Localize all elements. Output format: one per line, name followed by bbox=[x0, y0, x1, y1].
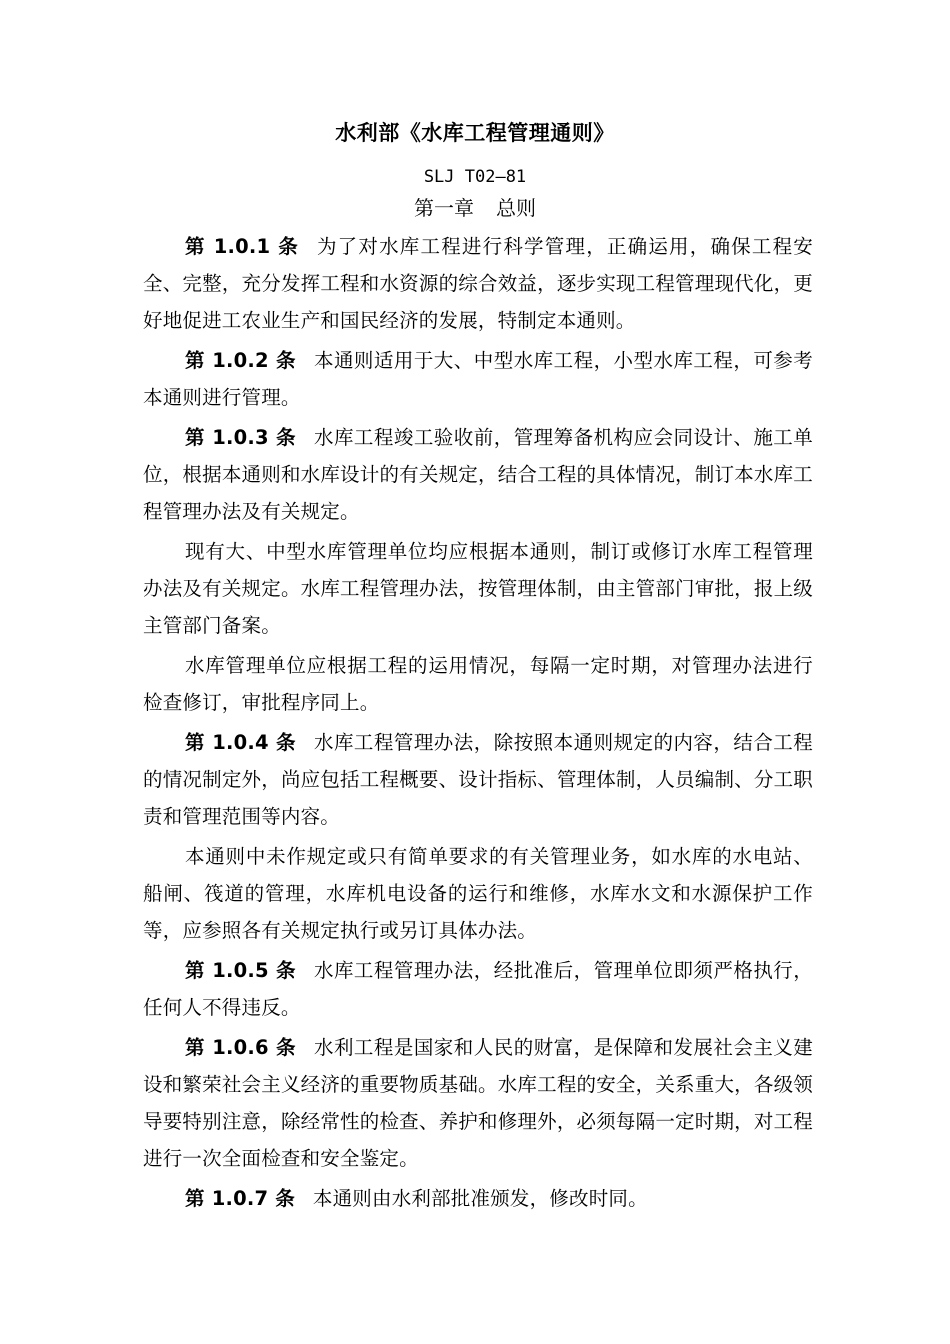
paragraph-text: 本通则由水利部批准颁发，修改时同。 bbox=[312, 1187, 648, 1210]
paragraph-text: 水库工程竣工验收前，管理筹备机构应会同设计、施工单位，根据本通则和水库设计的有关规定，结合工程的具体情况，制订本水库工程管理办法及有关规定。 bbox=[143, 426, 813, 523]
article-number: 第 1.0.5 条 bbox=[185, 959, 296, 982]
paragraph-text: 水库管理单位应根据工程的运用情况，每隔一定时期，对管理办法进行检查修订，审批程序同上。 bbox=[143, 654, 813, 714]
paragraph bbox=[143, 342, 813, 416]
document-title: 水利部《水库工程管理通则》 bbox=[335, 120, 615, 145]
article-number: 第 1.0.4 条 bbox=[185, 731, 296, 754]
article-number: 第 1.0.3 条 bbox=[185, 426, 296, 449]
paragraph bbox=[143, 838, 813, 949]
paragraph bbox=[143, 1029, 813, 1177]
article-number: 第 1.0.6 条 bbox=[185, 1036, 296, 1059]
document-body bbox=[143, 228, 813, 1220]
paragraph bbox=[143, 228, 813, 339]
article-number: 第 1.0.2 条 bbox=[185, 349, 296, 372]
chapter-title: 总则 bbox=[496, 196, 536, 220]
paragraph bbox=[143, 647, 813, 721]
paragraph-text: 现有大、中型水库管理单位均应根据本通则，制订或修订水库工程管理办法及有关规定。水库工程管理办法，按管理体制，由主管部门审批，报上级主管部门备案。 bbox=[143, 540, 813, 637]
article-number: 第 1.0.7 条 bbox=[185, 1187, 295, 1210]
paragraph bbox=[143, 952, 813, 1026]
paragraph bbox=[143, 533, 813, 644]
chapter-number: 第一章 bbox=[414, 196, 474, 220]
paragraph-text: 本通则适用于大、中型水库工程，小型水库工程，可参考本通则进行管理。 bbox=[143, 349, 813, 409]
paragraph-text: 为了对水库工程进行科学管理，正确运用，确保工程安全、完整，充分发挥工程和水资源的综合效益，逐步实现工程管理现代化，更好地促进工农业生产和国民经济的发展，特制定本通则。 bbox=[143, 235, 813, 332]
paragraph-text: 本通则中未作规定或只有简单要求的有关管理业务，如水库的水电站、船闸、筏道的管理，水库机电设备的运行和维修，水库水文和水源保护工作等，应参照各有关规定执行或另订具体办法。 bbox=[143, 845, 813, 942]
paragraph bbox=[143, 419, 813, 530]
article-number: 第 1.0.1 条 bbox=[185, 235, 299, 258]
paragraph-text: 水库工程管理办法，除按照本通则规定的内容，结合工程的情况制定外，尚应包括工程概要、设计指标、管理体制，人员编制、分工职责和管理范围等内容。 bbox=[143, 731, 813, 828]
standard-code: SLJ T02—81 bbox=[423, 167, 527, 187]
paragraph bbox=[143, 1180, 813, 1217]
paragraph-text: 水利工程是国家和人民的财富，是保障和发展社会主义建设和繁荣社会主义经济的重要物质基础。水库工程的安全，关系重大，各级领导要特别注意，除经常性的检查、养护和修理外，必须每隔一定时期，对工程进行一次全面检查和安全鉴定。 bbox=[143, 1036, 813, 1170]
paragraph-text: 水库工程管理办法，经批准后，管理单位即须严格执行，任何人不得违反。 bbox=[143, 959, 813, 1019]
chapter-heading bbox=[0, 193, 950, 223]
paragraph bbox=[143, 724, 813, 835]
